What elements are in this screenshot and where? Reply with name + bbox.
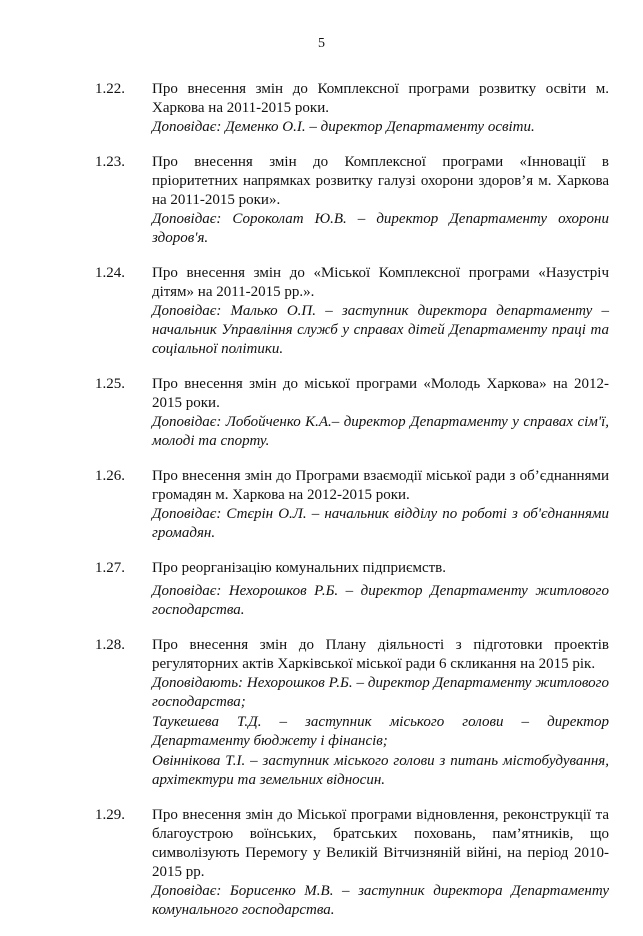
page-number: 5 [318,36,325,51]
item-speaker: Таукешева Т.Д. – заступник міського голови – директор Департаменту бюджету і фінансів; [152,714,609,749]
item-title: Про внесення змін до «Міської Комплексної програми «Назустріч дітям» на 2011-2015 рр.». [152,265,609,300]
item-body [152,264,609,359]
item-number: 1.29. [95,807,125,823]
agenda-item [95,153,609,248]
item-title: Про внесення змін до міської програми «Молодь Харкова» на 2012-2015 роки. [152,376,609,411]
item-body [152,467,609,543]
item-number: 1.27. [95,560,125,576]
item-title: Про внесення змін до Плану діяльності з підготовки проектів регуляторних актів Харківської міської ради 6 скликання на 2015 рік. [152,637,609,672]
item-number: 1.24. [95,265,125,281]
agenda-item [95,264,609,359]
item-body [152,806,609,920]
item-number: 1.26. [95,468,125,484]
item-body [152,636,609,790]
item-title: Про реорганізацію комунальних підприємств. [152,560,447,576]
item-number: 1.28. [95,637,125,653]
item-title: Про внесення змін до Програми взаємодії міської ради з об’єднаннями громадян м. Харкова на 2012-2015 роки. [152,468,609,503]
item-title: Про внесення змін до Міської програми відновлення, реконструкції та благоустрою воїнських, братських поховань, пам’ятників, що символізують Перемогу у Великій Вітчизняній війні, на період 2010-2015 рр. [152,807,609,880]
agenda-item [95,559,609,620]
item-speaker: Доповідає: Малько О.П. – заступник директора департаменту – начальник Управління служб у справах дітей Департаменту праці та соціальної політики. [152,303,609,357]
agenda-item [95,636,609,790]
agenda-item [95,806,609,920]
item-title: Про внесення змін до Комплексної програми «Інновації в пріоритетних напрямках розвитку галузі охорони здоров’я м. Харкова на 2011-2015 роки». [152,154,609,208]
item-speaker: Доповідає: Нехорошков Р.Б. – директор Департаменту житлового господарства. [152,583,609,618]
item-body [152,153,609,248]
item-speaker: Доповідає: Сороколат Ю.В. – директор Департаменту охорони здоров'я. [152,211,609,246]
item-body [152,375,609,451]
agenda-item [95,375,609,451]
agenda-item [95,467,609,543]
item-number: 1.25. [95,376,125,392]
item-speaker: Доповідають: Нехорошков Р.Б. – директор Департаменту житлового господарства; [152,675,609,710]
item-speaker: Овіннікова Т.І. – заступник міського голови з питань містобудування, архітектури та земельних відносин. [152,753,609,788]
item-number: 1.22. [95,81,125,97]
item-speaker: Доповідає: Деменко О.І. – директор Департаменту освіти. [152,119,535,135]
item-body [152,559,609,620]
item-body [152,80,609,137]
agenda-item [95,80,609,137]
item-title: Про внесення змін до Комплексної програми розвитку освіти м. Харкова на 2011-2015 роки. [152,81,609,116]
item-speaker: Доповідає: Стєрін О.Л. – начальник відділу по роботі з об'єднаннями громадян. [152,506,609,541]
item-speaker: Доповідає: Лобойченко К.А.– директор Департаменту у справах сім'ї, молоді та спорту. [152,414,609,449]
item-number: 1.23. [95,154,125,170]
item-speaker: Доповідає: Борисенко М.В. – заступник директора Департаменту комунального господарства. [152,883,609,918]
agenda-list [95,80,609,936]
